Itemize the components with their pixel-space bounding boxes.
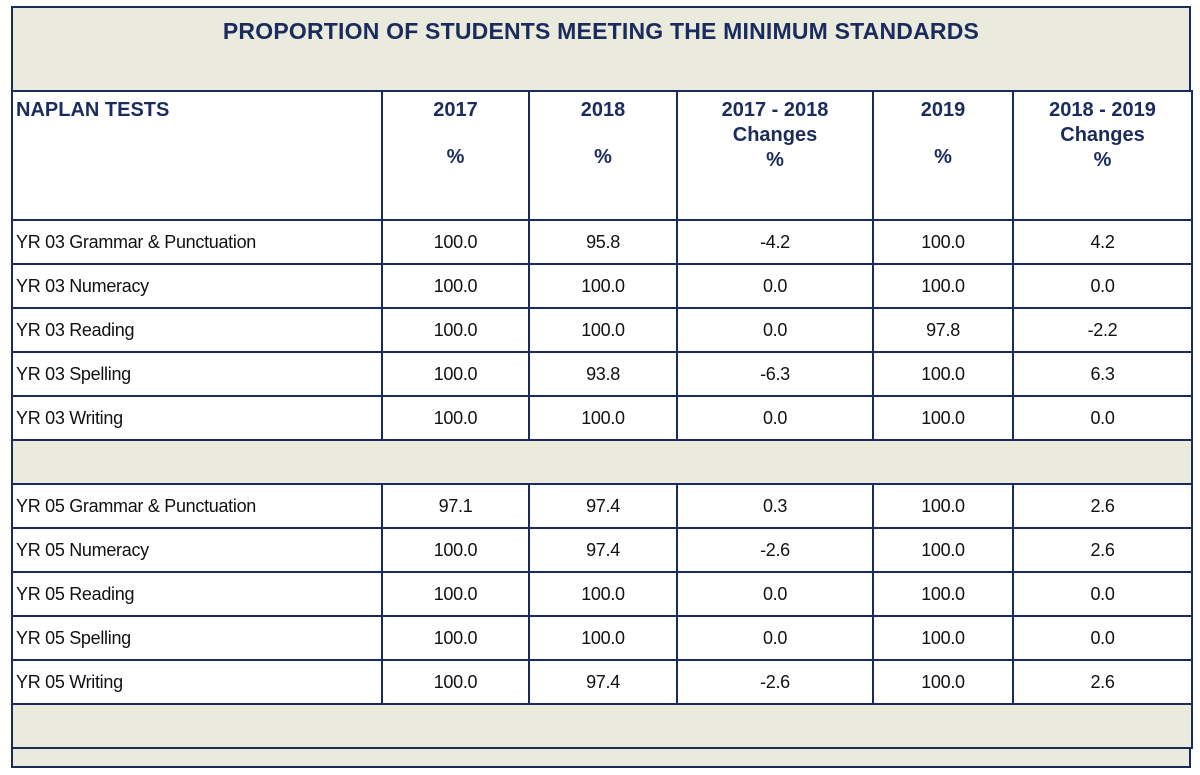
naplan-table: [11, 90, 1193, 749]
header-row: [12, 91, 1192, 220]
cell-change-2017-2018: -4.2: [677, 220, 873, 264]
header-change-2018-2019: [1013, 91, 1192, 220]
row-test-name: YR 03 Grammar & Punctuation: [12, 220, 382, 264]
cell-2019: 100.0: [873, 220, 1013, 264]
header-change-2017-2018-years: 2017 - 2018: [721, 99, 829, 121]
cell-2019: 100.0: [873, 352, 1013, 396]
header-change-2017-2018-label: Changes: [732, 124, 818, 146]
row-test-name: YR 05 Grammar & Punctuation: [12, 484, 382, 528]
row-test-name: YR 05 Numeracy: [12, 528, 382, 572]
header-2019-unit: %: [934, 146, 952, 168]
table-row: [12, 484, 1192, 528]
table-row: [12, 352, 1192, 396]
cell-2017: 97.1: [382, 484, 529, 528]
cell-2017: 100.0: [382, 660, 529, 704]
cell-change-2018-2019: 0.0: [1013, 396, 1192, 440]
cell-change-2017-2018: -6.3: [677, 352, 873, 396]
cell-change-2018-2019: 2.6: [1013, 660, 1192, 704]
cell-2019: 100.0: [873, 396, 1013, 440]
cell-change-2017-2018: 0.0: [677, 616, 873, 660]
cell-2019: 100.0: [873, 660, 1013, 704]
row-test-name: YR 03 Spelling: [12, 352, 382, 396]
section-spacer-row: [12, 704, 1192, 748]
header-2017-year: 2017: [433, 99, 478, 121]
table-row: [12, 616, 1192, 660]
cell-2019: 100.0: [873, 484, 1013, 528]
cell-change-2017-2018: 0.3: [677, 484, 873, 528]
cell-2019: 100.0: [873, 528, 1013, 572]
header-2018-year: 2018: [580, 99, 626, 121]
header-2018: [529, 91, 677, 220]
cell-change-2017-2018: -2.6: [677, 528, 873, 572]
cell-2017: 100.0: [382, 616, 529, 660]
header-change-2018-2019-label: Changes: [1060, 124, 1145, 146]
cell-change-2017-2018: 0.0: [677, 264, 873, 308]
header-2019: [873, 91, 1013, 220]
cell-2018: 97.4: [529, 484, 677, 528]
table-row: [12, 396, 1192, 440]
cell-2018: 93.8: [529, 352, 677, 396]
header-naplan-tests: NAPLAN TESTS: [12, 91, 382, 220]
table-row: [12, 308, 1192, 352]
cell-2019: 100.0: [873, 616, 1013, 660]
cell-change-2018-2019: 2.6: [1013, 484, 1192, 528]
cell-change-2017-2018: 0.0: [677, 396, 873, 440]
header-change-2017-2018: [677, 91, 873, 220]
cell-2019: 100.0: [873, 572, 1013, 616]
table-row: [12, 264, 1192, 308]
header-2017: [382, 91, 529, 220]
row-test-name: YR 03 Writing: [12, 396, 382, 440]
cell-2018: 100.0: [529, 264, 677, 308]
cell-2018: 100.0: [529, 308, 677, 352]
table-row: [12, 220, 1192, 264]
row-test-name: YR 05 Spelling: [12, 616, 382, 660]
section-spacer: [12, 440, 1192, 484]
cell-2017: 100.0: [382, 264, 529, 308]
row-test-name: YR 03 Reading: [12, 308, 382, 352]
table-row: [12, 528, 1192, 572]
row-test-name: YR 03 Numeracy: [12, 264, 382, 308]
header-change-2018-2019-unit: %: [1093, 149, 1112, 171]
cell-change-2018-2019: 2.6: [1013, 528, 1192, 572]
cell-2017: 100.0: [382, 308, 529, 352]
cell-change-2017-2018: 0.0: [677, 572, 873, 616]
cell-2017: 100.0: [382, 396, 529, 440]
cell-change-2017-2018: -2.6: [677, 660, 873, 704]
cell-change-2018-2019: 0.0: [1013, 572, 1192, 616]
section-spacer-row: [12, 440, 1192, 484]
cell-change-2018-2019: 4.2: [1013, 220, 1192, 264]
header-2017-unit: %: [446, 146, 465, 168]
section-spacer: [12, 704, 1192, 748]
cell-2018: 95.8: [529, 220, 677, 264]
header-change-2018-2019-years: 2018 - 2019: [1049, 99, 1156, 121]
cell-2018: 97.4: [529, 660, 677, 704]
cell-2017: 100.0: [382, 220, 529, 264]
cell-2017: 100.0: [382, 352, 529, 396]
header-change-2017-2018-unit: %: [766, 149, 784, 171]
page-title: PROPORTION OF STUDENTS MEETING THE MINIMUM STANDARDS: [222, 18, 980, 44]
cell-2018: 100.0: [529, 572, 677, 616]
cell-change-2018-2019: -2.2: [1013, 308, 1192, 352]
cell-2018: 97.4: [529, 528, 677, 572]
cell-change-2018-2019: 0.0: [1013, 616, 1192, 660]
header-2019-year: 2019: [920, 99, 966, 121]
table-row: [12, 660, 1192, 704]
header-2018-unit: %: [594, 146, 612, 168]
cell-2017: 100.0: [382, 528, 529, 572]
cell-2019: 100.0: [873, 264, 1013, 308]
row-test-name: YR 05 Reading: [12, 572, 382, 616]
cell-2018: 100.0: [529, 616, 677, 660]
cell-change-2018-2019: 6.3: [1013, 352, 1192, 396]
cell-change-2018-2019: 0.0: [1013, 264, 1192, 308]
cell-2018: 100.0: [529, 396, 677, 440]
cell-change-2017-2018: 0.0: [677, 308, 873, 352]
cell-2017: 100.0: [382, 572, 529, 616]
cell-2019: 97.8: [873, 308, 1013, 352]
row-test-name: YR 05 Writing: [12, 660, 382, 704]
table-row: [12, 572, 1192, 616]
